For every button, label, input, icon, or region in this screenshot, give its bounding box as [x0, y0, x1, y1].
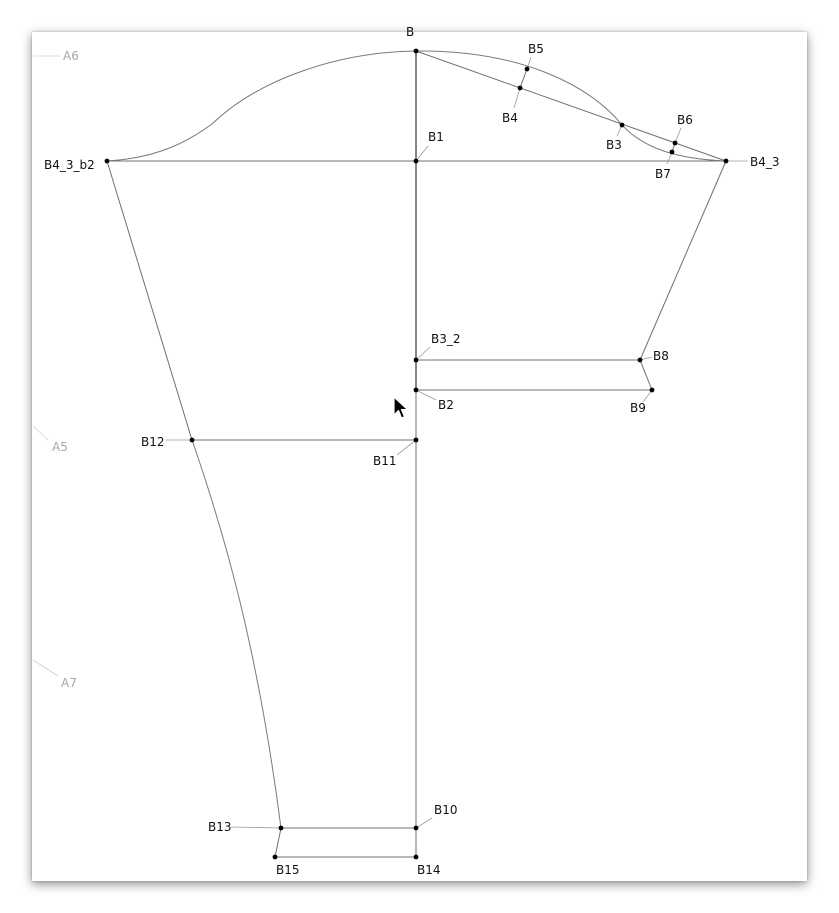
point-b10[interactable]	[414, 826, 419, 831]
point-b13[interactable]	[279, 826, 284, 831]
arrow-cursor-icon	[394, 397, 408, 418]
point-b7[interactable]	[670, 150, 675, 155]
line-b4-3-b2-to-b12[interactable]	[107, 161, 192, 440]
label-b2: B2	[438, 398, 454, 412]
point-b4[interactable]	[518, 86, 523, 91]
label-b1: B1	[428, 130, 444, 144]
label-b8: B8	[653, 349, 669, 363]
point-b4-3-b2[interactable]	[105, 159, 110, 164]
point-b12[interactable]	[190, 438, 195, 443]
label-b13: B13	[208, 820, 232, 834]
label-b3-2: B3_2	[431, 332, 461, 346]
line-b13-to-b15[interactable]	[275, 828, 281, 857]
label-b4-3-b2: B4_3_b2	[44, 158, 95, 172]
label-b3: B3	[606, 138, 622, 152]
label-b: B	[406, 25, 415, 39]
curve-b12-to-b13[interactable]	[192, 440, 281, 828]
ghost-label-a5: A5	[52, 440, 68, 454]
line-b4-3-to-b8[interactable]	[640, 161, 726, 360]
ghost-point-a7	[33, 660, 77, 690]
ghost-point-a6	[33, 49, 79, 63]
point-b8[interactable]	[638, 358, 643, 363]
label-b7: B7	[655, 167, 671, 181]
ghost-point-a5	[33, 426, 68, 454]
point-b4-3[interactable]	[724, 159, 729, 164]
ghost-label-a6: A6	[63, 49, 79, 63]
line-b4-to-b5[interactable]	[520, 69, 527, 88]
line-b8-to-b9[interactable]	[640, 360, 652, 390]
point-b1[interactable]	[414, 159, 419, 164]
point-b14[interactable]	[414, 855, 419, 860]
label-b14: B14	[417, 863, 441, 877]
point-b15[interactable]	[273, 855, 278, 860]
label-b10: B10	[434, 803, 458, 817]
point-b5[interactable]	[525, 67, 530, 72]
label-b15: B15	[276, 863, 300, 877]
point-b[interactable]	[414, 49, 419, 54]
point-b2[interactable]	[414, 388, 419, 393]
point-b3[interactable]	[620, 123, 625, 128]
point-b3-2[interactable]	[414, 358, 419, 363]
label-b5: B5	[528, 42, 544, 56]
label-b4: B4	[502, 111, 518, 125]
ghost-label-a7: A7	[61, 676, 77, 690]
label-b12: B12	[141, 435, 165, 449]
label-b6: B6	[677, 113, 693, 127]
label-b9: B9	[630, 401, 646, 415]
point-b11[interactable]	[414, 438, 419, 443]
point-b9[interactable]	[650, 388, 655, 393]
label-b11: B11	[373, 454, 397, 468]
point-b6[interactable]	[673, 141, 678, 146]
line-b-to-b4-3[interactable]	[416, 51, 726, 161]
label-b4-3: B4_3	[750, 155, 780, 169]
